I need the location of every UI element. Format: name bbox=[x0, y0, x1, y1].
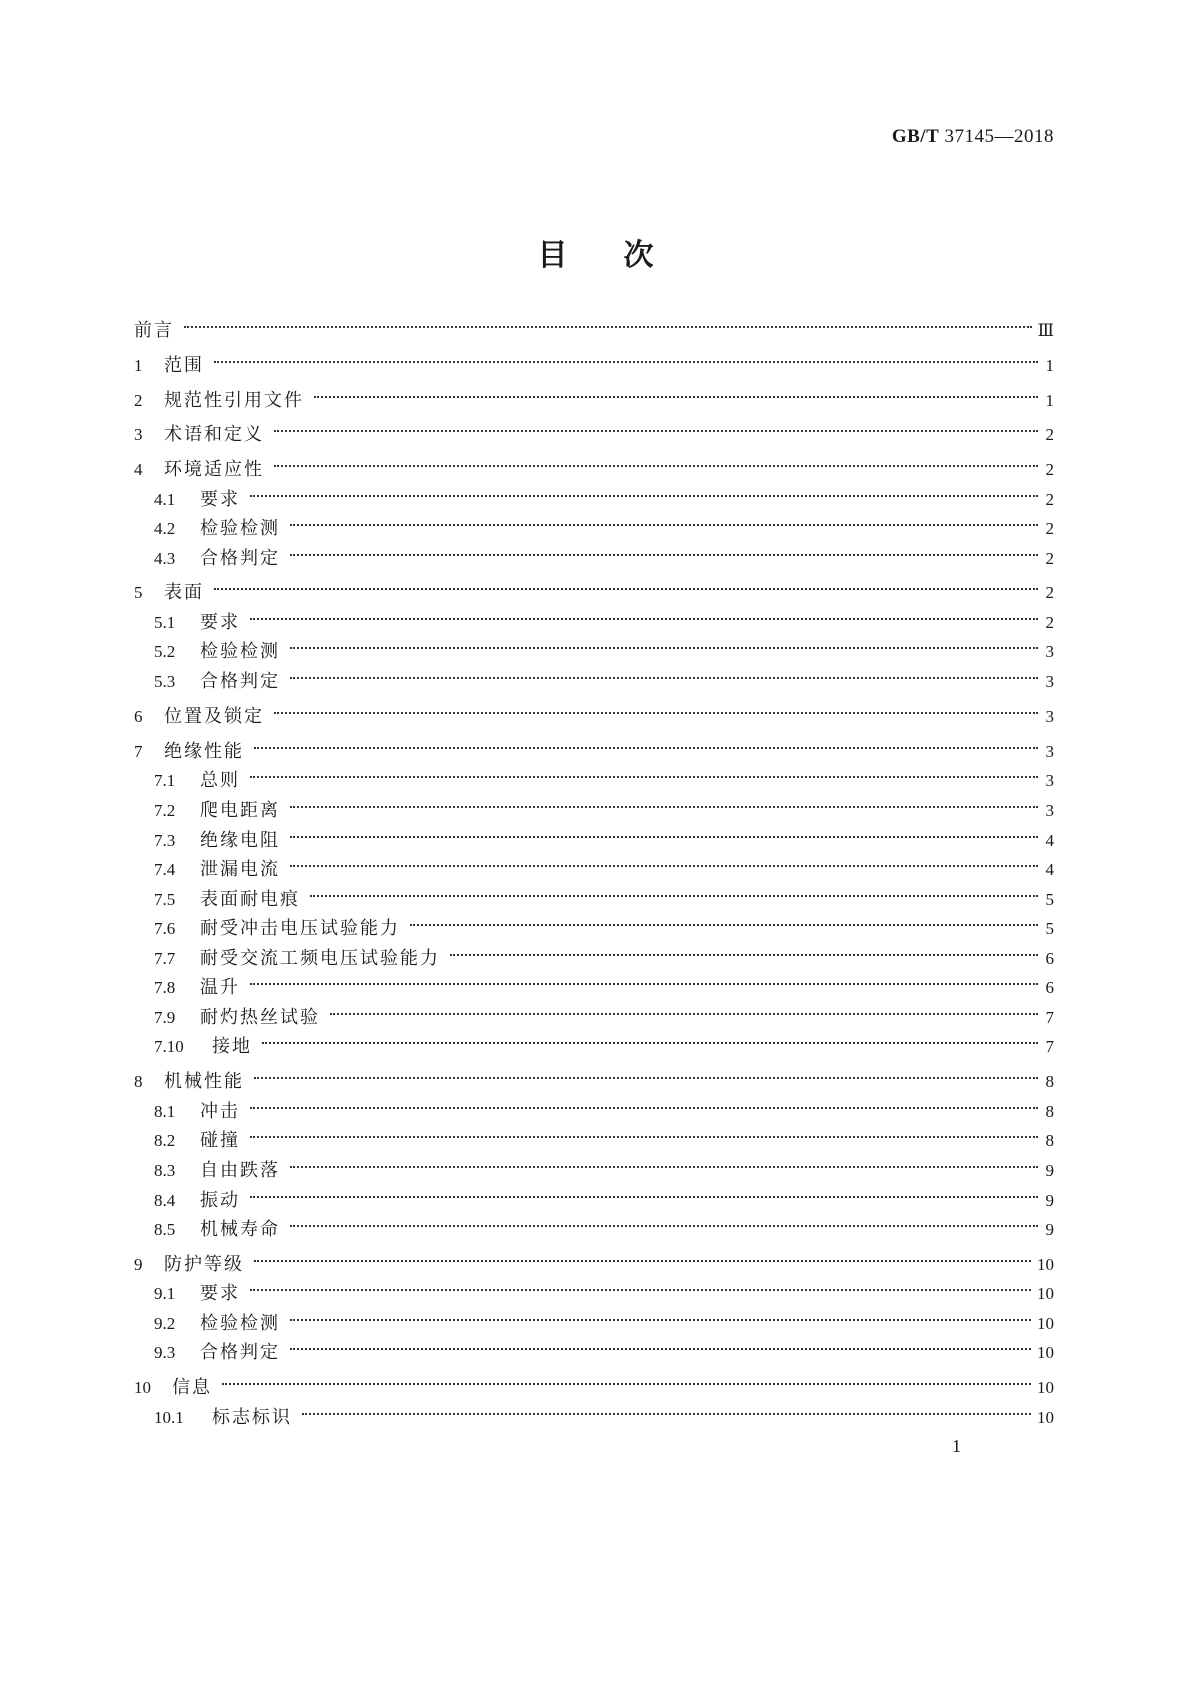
toc-entry-number: 4.2 bbox=[154, 519, 176, 538]
toc-dot-leader bbox=[290, 820, 1038, 846]
toc-entry-page: 6 bbox=[1045, 978, 1054, 997]
toc-entry[interactable] bbox=[134, 938, 1054, 969]
toc-entry[interactable] bbox=[134, 997, 1054, 1028]
toc-entry-title: 碰撞 bbox=[200, 1130, 240, 1151]
toc-dot-leader bbox=[290, 790, 1038, 816]
toc-dot-leader bbox=[290, 661, 1038, 687]
toc-entry-title: 自由跌落 bbox=[200, 1160, 280, 1181]
toc-entry-page: 2 bbox=[1045, 549, 1054, 568]
toc-entry[interactable] bbox=[134, 1180, 1054, 1211]
toc-entry-page: 9 bbox=[1045, 1220, 1054, 1239]
toc-entry-number: 7.8 bbox=[154, 978, 176, 997]
toc-entry-page: 9 bbox=[1045, 1191, 1054, 1210]
toc-dot-leader bbox=[250, 1091, 1038, 1117]
toc-entry-number: 4.3 bbox=[154, 549, 176, 568]
toc-entry[interactable] bbox=[134, 1332, 1054, 1363]
toc-entry-number: 9 bbox=[134, 1255, 143, 1274]
toc-dot-leader bbox=[250, 760, 1038, 786]
toc-entry-title: 位置及锁定 bbox=[164, 706, 264, 727]
toc-entry-number: 4.1 bbox=[154, 490, 176, 509]
toc-entry-number: 7 bbox=[134, 742, 143, 761]
toc-entry-page: 6 bbox=[1045, 949, 1054, 968]
toc-entry-number: 10.1 bbox=[154, 1408, 184, 1427]
toc-entry-title: 检验检测 bbox=[200, 518, 280, 539]
toc-entry-title: 合格判定 bbox=[200, 548, 280, 569]
toc-dot-leader bbox=[314, 380, 1038, 406]
toc-entry-page: 8 bbox=[1045, 1131, 1054, 1150]
toc-entry-title: 泄漏电流 bbox=[200, 859, 280, 880]
toc-entry[interactable] bbox=[134, 1397, 1054, 1428]
toc-dot-leader bbox=[262, 1026, 1038, 1052]
toc-entry-page: 10 bbox=[1037, 1255, 1054, 1274]
toc-dot-leader bbox=[290, 508, 1038, 534]
toc-entry-page: 10 bbox=[1037, 1343, 1054, 1362]
toc-entry-number: 7.4 bbox=[154, 860, 176, 879]
toc-entry[interactable] bbox=[134, 508, 1054, 539]
toc-entry-page: 3 bbox=[1045, 642, 1054, 661]
toc-entry-page: 10 bbox=[1037, 1378, 1054, 1397]
toc-entry[interactable] bbox=[134, 414, 1054, 445]
toc-dot-leader bbox=[250, 1273, 1031, 1299]
toc-entry[interactable] bbox=[134, 790, 1054, 821]
toc-entry-number: 7.7 bbox=[154, 949, 176, 968]
toc-entry-number: 7.2 bbox=[154, 801, 176, 820]
toc-entry-number: 2 bbox=[134, 391, 143, 410]
toc-entry-number: 9.1 bbox=[154, 1284, 176, 1303]
toc-dot-leader bbox=[254, 1244, 1031, 1270]
toc-entry-page: 7 bbox=[1045, 1008, 1054, 1027]
toc-entry-title: 表面 bbox=[164, 582, 204, 603]
toc-dot-leader bbox=[254, 731, 1038, 757]
toc-entry-title: 环境适应性 bbox=[164, 459, 264, 480]
toc-entry-page: 2 bbox=[1045, 583, 1054, 602]
toc-entry-page: 2 bbox=[1045, 519, 1054, 538]
toc-entry-title: 要求 bbox=[200, 612, 240, 633]
toc-entry[interactable] bbox=[134, 1367, 1054, 1398]
toc-entry-number: 8.2 bbox=[154, 1131, 176, 1150]
toc-dot-leader bbox=[290, 538, 1038, 564]
toc-dot-leader bbox=[250, 1180, 1038, 1206]
toc-entry-page: 10 bbox=[1037, 1284, 1054, 1303]
toc-entry-title: 总则 bbox=[200, 770, 240, 791]
toc-entry-title: 温升 bbox=[200, 977, 240, 998]
toc-entry[interactable] bbox=[134, 731, 1054, 762]
toc-entry-title: 爬电距离 bbox=[200, 800, 280, 821]
toc-entry-title: 振动 bbox=[200, 1190, 240, 1211]
toc-entry-page: 9 bbox=[1045, 1161, 1054, 1180]
toc-entry-number: 7.5 bbox=[154, 890, 176, 909]
toc-entry-number: 9.3 bbox=[154, 1343, 176, 1362]
toc-entry[interactable] bbox=[134, 879, 1054, 910]
toc-entry-page: 10 bbox=[1037, 1408, 1054, 1427]
toc-entry-page: 3 bbox=[1045, 801, 1054, 820]
toc-dot-leader bbox=[214, 572, 1038, 598]
toc-dot-leader bbox=[214, 345, 1038, 371]
standard-prefix: GB/T bbox=[891, 126, 940, 147]
toc-entry-page: 4 bbox=[1045, 860, 1054, 879]
toc-entry-number: 7.6 bbox=[154, 919, 176, 938]
toc-entry-title: 冲击 bbox=[200, 1101, 240, 1122]
toc-entry-number: 8.4 bbox=[154, 1191, 176, 1210]
toc-entry[interactable] bbox=[134, 760, 1054, 791]
toc-entry-page: 8 bbox=[1045, 1072, 1054, 1091]
toc-entry-number: 9.2 bbox=[154, 1314, 176, 1333]
standard-number: 37145—2018 bbox=[944, 126, 1054, 147]
toc-entry-title: 耐受冲击电压试验能力 bbox=[200, 918, 400, 939]
toc-dot-leader bbox=[250, 1120, 1038, 1146]
toc-entry-number: 8.3 bbox=[154, 1161, 176, 1180]
toc-entry-title: 绝缘电阻 bbox=[200, 830, 280, 851]
toc-entry[interactable] bbox=[134, 631, 1054, 662]
toc-entry-page: 1 bbox=[1045, 391, 1054, 410]
toc-entry[interactable] bbox=[134, 1026, 1054, 1057]
toc-dot-leader bbox=[290, 1150, 1038, 1176]
toc-entry-number: 10 bbox=[134, 1378, 151, 1397]
toc-entry-page: 3 bbox=[1045, 771, 1054, 790]
toc-entry-page: 2 bbox=[1045, 613, 1054, 632]
toc-entry[interactable] bbox=[134, 538, 1054, 569]
toc-entry-title: 标志标识 bbox=[212, 1407, 292, 1428]
toc-entry[interactable] bbox=[134, 1120, 1054, 1151]
toc-dot-leader bbox=[290, 1303, 1031, 1329]
toc-dot-leader bbox=[310, 879, 1038, 905]
toc-entry-title: 机械寿命 bbox=[200, 1219, 280, 1240]
toc-dot-leader bbox=[250, 479, 1038, 505]
page-title: 目次 bbox=[537, 238, 710, 273]
toc-entry-page: 8 bbox=[1045, 1102, 1054, 1121]
toc-entry[interactable] bbox=[134, 1150, 1054, 1181]
toc-entry[interactable] bbox=[134, 696, 1054, 727]
toc-entry-number: 7.1 bbox=[154, 771, 176, 790]
toc-entry-title: 检验检测 bbox=[200, 1313, 280, 1334]
toc-entry-title: 防护等级 bbox=[164, 1254, 244, 1275]
toc-entry-title: 接地 bbox=[212, 1036, 252, 1057]
toc-entry[interactable] bbox=[134, 1209, 1054, 1240]
toc-entry-title: 要求 bbox=[200, 489, 240, 510]
toc-entry-title: 机械性能 bbox=[164, 1071, 244, 1092]
toc-entry-number: 8.1 bbox=[154, 1102, 176, 1121]
toc-dot-leader bbox=[184, 310, 1032, 336]
toc-entry-page: 2 bbox=[1045, 460, 1054, 479]
toc-dot-leader bbox=[450, 938, 1038, 964]
toc-entry-number: 1 bbox=[134, 356, 143, 375]
toc-entry-page: 2 bbox=[1045, 425, 1054, 444]
toc-entry-number: 5 bbox=[134, 583, 143, 602]
toc-entry[interactable] bbox=[134, 1244, 1054, 1275]
toc-entry-page: 2 bbox=[1045, 490, 1054, 509]
toc-dot-leader bbox=[290, 1209, 1038, 1235]
toc-entry[interactable] bbox=[134, 908, 1054, 939]
toc-entry[interactable] bbox=[134, 1091, 1054, 1122]
toc-dot-leader bbox=[274, 414, 1038, 440]
toc-entry-number: 3 bbox=[134, 425, 143, 444]
toc-entry-page: 10 bbox=[1037, 1314, 1054, 1333]
standard-code bbox=[892, 126, 1054, 148]
toc-entry-title: 规范性引用文件 bbox=[164, 390, 304, 411]
toc-entry[interactable] bbox=[134, 661, 1054, 692]
toc-entry-title: 表面耐电痕 bbox=[200, 889, 300, 910]
toc-entry-title: 耐受交流工频电压试验能力 bbox=[200, 948, 440, 969]
toc-entry-title: 前言 bbox=[134, 320, 174, 341]
toc-entry[interactable] bbox=[134, 345, 1054, 376]
toc-entry[interactable] bbox=[134, 602, 1054, 633]
toc-dot-leader bbox=[274, 696, 1038, 722]
toc-entry-number: 5.1 bbox=[154, 613, 176, 632]
toc-entry-page: 7 bbox=[1045, 1037, 1054, 1056]
toc-entry[interactable] bbox=[134, 967, 1054, 998]
toc-entry-title: 术语和定义 bbox=[164, 424, 264, 445]
toc-entry[interactable] bbox=[134, 479, 1054, 510]
footer-page-number: 1 bbox=[952, 1436, 961, 1456]
toc-dot-leader bbox=[274, 449, 1038, 475]
toc-entry-page: 5 bbox=[1045, 890, 1054, 909]
toc-entry-number: 5.2 bbox=[154, 642, 176, 661]
toc-dot-leader bbox=[222, 1367, 1031, 1393]
toc-entry[interactable] bbox=[134, 449, 1054, 480]
toc-entry-page: Ⅲ bbox=[1037, 321, 1054, 340]
toc-entry-number: 7.9 bbox=[154, 1008, 176, 1027]
toc-dot-leader bbox=[330, 997, 1038, 1023]
toc-entry-page: 3 bbox=[1045, 707, 1054, 726]
toc-dot-leader bbox=[290, 849, 1038, 875]
toc-entry-title: 绝缘性能 bbox=[164, 741, 244, 762]
toc-entry[interactable] bbox=[134, 310, 1054, 341]
toc-entry[interactable] bbox=[134, 1273, 1054, 1304]
toc-dot-leader bbox=[302, 1397, 1031, 1423]
toc-entry-title: 合格判定 bbox=[200, 1342, 280, 1363]
toc-dot-leader bbox=[290, 1332, 1031, 1358]
toc-entry-number: 8.5 bbox=[154, 1220, 176, 1239]
toc-entry[interactable] bbox=[134, 572, 1054, 603]
toc-entry-title: 要求 bbox=[200, 1283, 240, 1304]
toc-entry[interactable] bbox=[134, 380, 1054, 411]
toc-entry-page: 1 bbox=[1045, 356, 1054, 375]
toc-dot-leader bbox=[254, 1061, 1038, 1087]
toc-entry-title: 范围 bbox=[164, 355, 204, 376]
toc-entry-number: 8 bbox=[134, 1072, 143, 1091]
toc-entry[interactable] bbox=[134, 849, 1054, 880]
toc-dot-leader bbox=[290, 631, 1038, 657]
toc-entry[interactable] bbox=[134, 1303, 1054, 1334]
toc-entry-page: 3 bbox=[1045, 672, 1054, 691]
toc-entry-page: 4 bbox=[1045, 831, 1054, 850]
toc-entry-page: 3 bbox=[1045, 742, 1054, 761]
toc-dot-leader bbox=[250, 602, 1038, 628]
toc-entry-title: 信息 bbox=[172, 1377, 212, 1398]
toc-entry-number: 6 bbox=[134, 707, 143, 726]
toc-entry-title: 耐灼热丝试验 bbox=[200, 1007, 320, 1028]
toc-dot-leader bbox=[250, 967, 1038, 993]
toc-entry-number: 7.3 bbox=[154, 831, 176, 850]
toc-entry-title: 合格判定 bbox=[200, 671, 280, 692]
toc-entry-number: 5.3 bbox=[154, 672, 176, 691]
toc-entry-page: 5 bbox=[1045, 919, 1054, 938]
toc-entry-number: 7.10 bbox=[154, 1037, 184, 1056]
toc-entry-title: 检验检测 bbox=[200, 641, 280, 662]
toc-entry[interactable] bbox=[134, 1061, 1054, 1092]
toc-dot-leader bbox=[410, 908, 1038, 934]
toc-entry-number: 4 bbox=[134, 460, 143, 479]
toc-entry[interactable] bbox=[134, 820, 1054, 851]
